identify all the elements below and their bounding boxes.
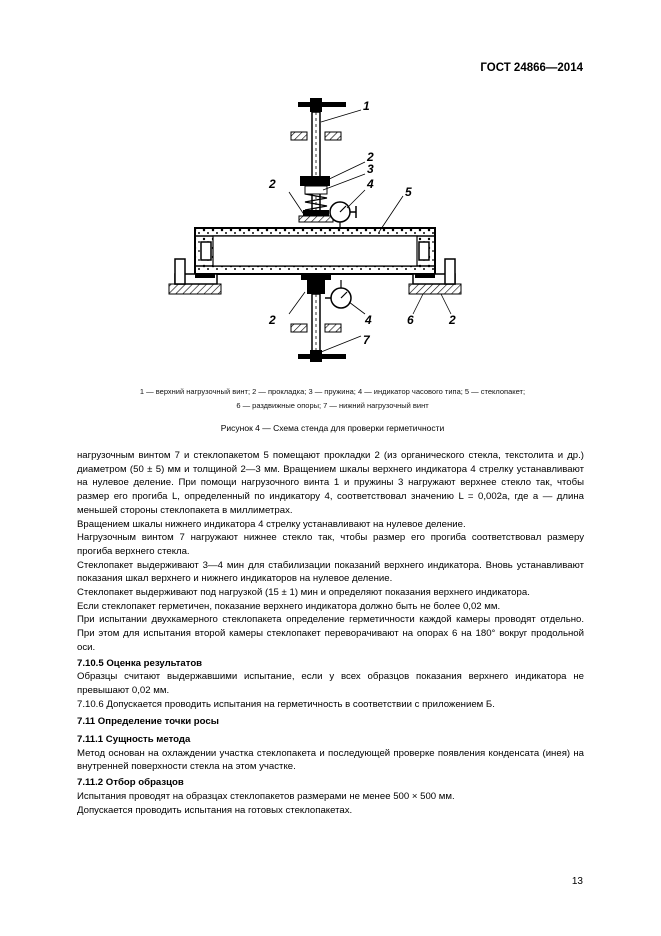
callout-2-right: 2	[449, 313, 456, 327]
document-header: ГОСТ 24866—2014	[480, 62, 583, 74]
paragraph: Стеклопакет выдерживают 3—4 мин для стабилизации показаний верхнего индикатора. Вновь устанавливают показания шкал верхнего и нижнего индикаторов на нулевое деление.	[77, 559, 584, 585]
figure-legend-line-1: 1 — верхний нагрузочный винт; 2 — прокладка; 3 — пружина; 4 — индикатор часового типа; 5 — стеклопакет;	[139, 387, 526, 396]
callout-1: 1	[363, 99, 370, 113]
paragraph: Допускается проводить испытания на готовых стеклопакетах.	[77, 804, 353, 816]
lower-dial-indicator	[325, 280, 351, 308]
page-number: 13	[571, 876, 583, 887]
section-heading-7-11: 7.11 Определение точки росы	[77, 716, 219, 728]
glazing-unit	[195, 228, 435, 274]
callout-4-upper: 4	[367, 177, 374, 191]
callout-2-left: 2	[269, 177, 276, 191]
callout-3: 3	[367, 162, 374, 176]
callout-6: 6	[407, 313, 414, 327]
callout-2-upper: 2	[367, 150, 374, 164]
paragraph: Испытания проводят на образцах стеклопакетов размерами не менее 500 × 500 мм.	[77, 790, 455, 802]
section-heading-7-11-2: 7.11.2 Отбор образцов	[77, 777, 184, 789]
paragraph: Стеклопакет выдерживают под нагрузкой (15 ± 1) мин и определяют показания верхнего индикатора.	[77, 587, 530, 599]
callout-4-lower: 4	[365, 313, 372, 327]
paragraph: Если стеклопакет герметичен, показание верхнего индикатора должно быть не более 0,02 мм.	[77, 600, 501, 612]
paragraph: Образцы считают выдержавшими испытание, если у всех образцов показания верхнего индикатора не превышают 0,02 мм.	[77, 671, 584, 696]
callout-7: 7	[363, 333, 370, 347]
section-heading-7-10-5: 7.10.5 Оценка результатов	[77, 657, 203, 669]
callout-5: 5	[405, 185, 412, 199]
section-heading-7-11-1: 7.11.1 Сущность метода	[77, 734, 191, 746]
diagram-svg	[165, 92, 465, 377]
callout-2-lower: 2	[269, 313, 276, 327]
paragraph: Нагрузочным винтом 7 нагружают нижнее стекло так, чтобы размер его прогиба соответствовал размеру прогиба верхнего стекла.	[77, 532, 584, 557]
upper-dial-indicator	[330, 202, 356, 228]
body-text	[77, 449, 584, 817]
paragraph: Метод основан на охлаждении участка стеклопакета и последующей проверке появления конденсата (инея) на внутренней поверхности стекла на этом участке.	[77, 747, 584, 773]
figure-legend-line-2: 6 — раздвижные опоры; 7 — нижний нагрузочный винт	[236, 401, 429, 410]
paragraph: 7.10.6 Допускается проводить испытания на герметичность в соответствии с приложением Б.	[77, 698, 495, 710]
test-stand-diagram	[165, 92, 465, 377]
paragraph: При испытании двухкамерного стеклопакета определение герметичности каждой камеры проводят отдельно. При этом для испытания второй камеры стеклопакет переворачивают на опорах 6 на 180° вокруг продольной оси.	[77, 614, 584, 653]
paragraph: Вращением шкалы нижнего индикатора 4 стрелку устанавливают на нулевое деление.	[77, 518, 466, 530]
figure-caption: Рисунок 4 — Схема стенда для проверки герметичности	[220, 423, 445, 433]
paragraph: нагрузочным винтом 7 и стеклопакетом 5 помещают прокладки 2 (из органического стекла, текстолита и др.) диаметром (50 ± 5) мм и толщиной 2—3 мм. Вращением шкалы верхнего индикатора 4 стрелку устанавливают на нулевое деление. При помощи нагрузочного винта 1 и пружины 3 нагружают верхнее стекло так, чтобы размер его прогиба L, определенный по индикатору 4, соответствовал значению L = 0,002a, где a — длина меньшей стороны стеклопакета в миллиметрах.	[77, 450, 584, 516]
lower-screw	[291, 274, 346, 362]
